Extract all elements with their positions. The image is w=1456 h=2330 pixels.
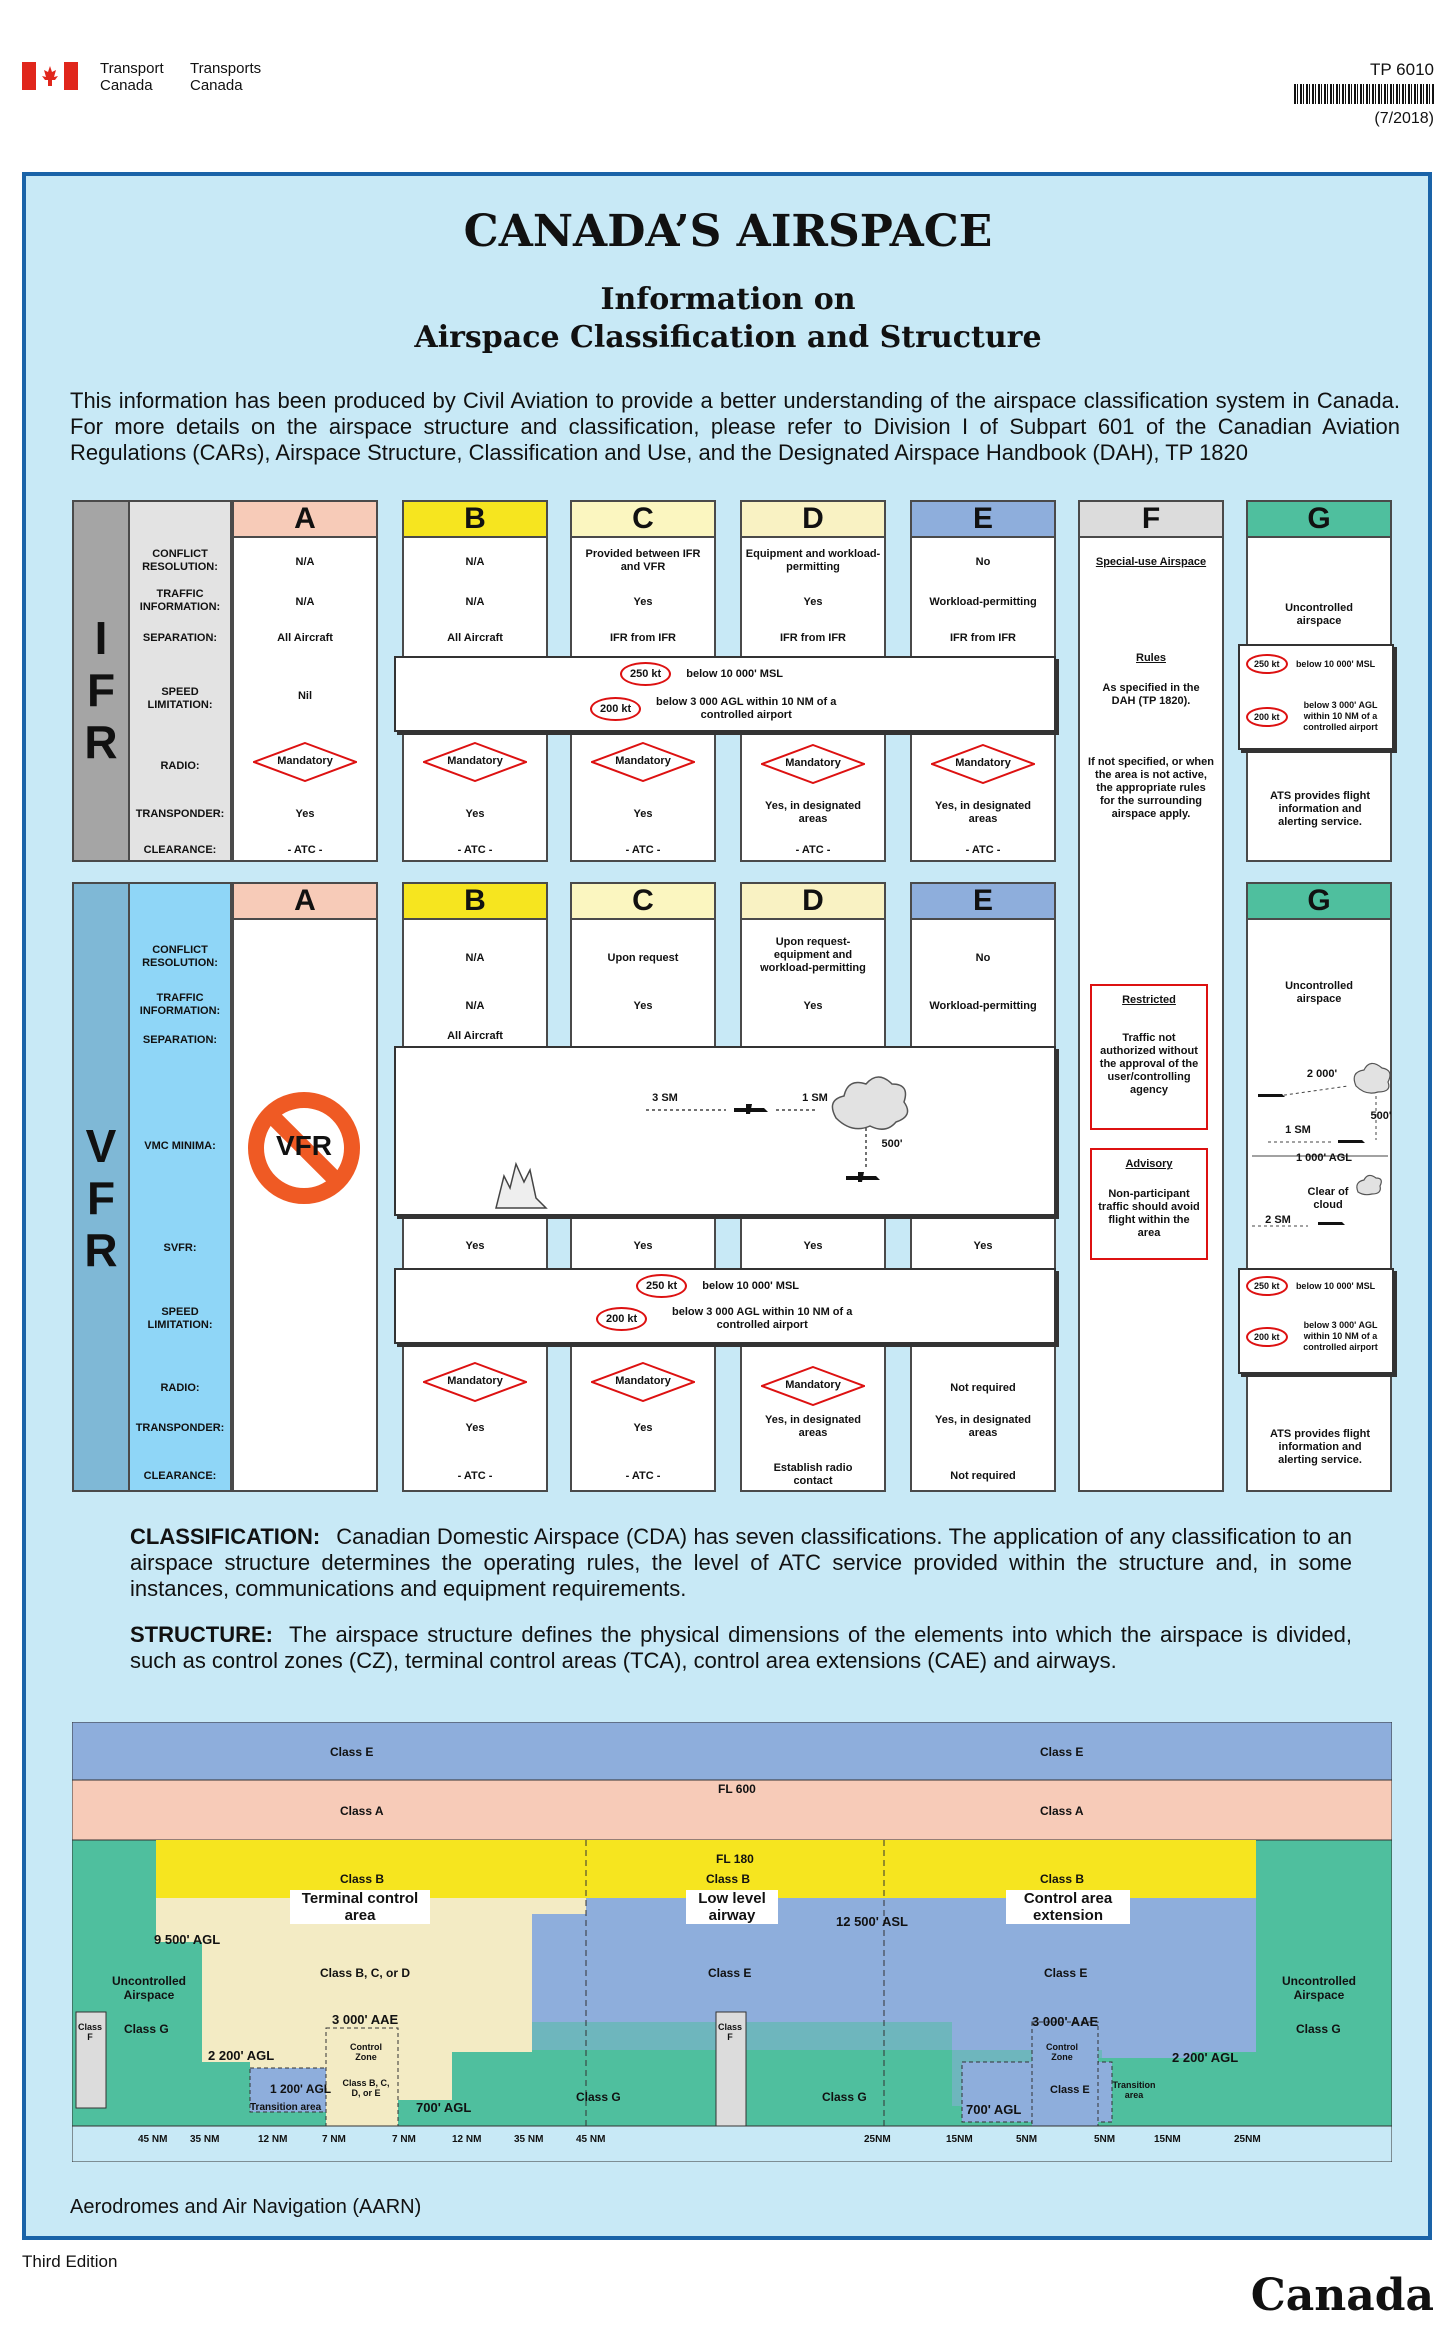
ifr-d-transponder: Yes, in designated areas: [765, 800, 861, 825]
vfr-d-traffic: Yes: [803, 1000, 823, 1012]
diagram-transition-right: Transition area: [1112, 2080, 1156, 2100]
vfr-g-clear: Clear of cloud: [1307, 1186, 1349, 1211]
ifr-b-conflict: N/A: [465, 556, 485, 568]
diagram-aae-left: 3 000' AAE: [332, 2012, 399, 2027]
ifr-label-separation: SEPARATION:: [142, 632, 218, 644]
restricted-box: Restricted Traffic not authorized without the approval of the user/controlling agency: [1090, 984, 1208, 1130]
vfr-speed-200-row: 200 kt below 3 000 AGL within 10 NM of a controlled airport: [596, 1306, 867, 1332]
diagram-class-f-2: Class F: [717, 2022, 743, 2042]
ifr-e-transponder: Yes, in designated areas: [935, 800, 1031, 825]
ifr-f-note: If not specified, or when the area is not active, the appropriate rules for the surrounding airspace apply.: [1088, 756, 1214, 820]
page-title: CANADA’S AIRSPACE: [463, 206, 993, 257]
ifr-a-speed: Nil: [297, 690, 313, 702]
department-name-en: Transport Canada: [100, 60, 164, 94]
vfr-g-1000agl: 1 000' AGL: [1295, 1152, 1352, 1164]
ifr-c-traffic: Yes: [633, 596, 653, 608]
ifr-class-d: D: [740, 500, 886, 538]
aircraft-icon: [1258, 1094, 1285, 1097]
ifr-label-clearance: CLEARANCE:: [143, 844, 217, 856]
canada-flag-icon: [22, 62, 78, 90]
ifr-class-g: G: [1246, 500, 1392, 538]
vfr-d-svfr: Yes: [803, 1240, 823, 1252]
ifr-e-radio: Mandatory: [931, 744, 1035, 784]
vfr-label-separation: SEPARATION:: [142, 1034, 218, 1046]
ifr-label-transponder: TRANSPONDER:: [135, 808, 225, 820]
vfr-class-g: G: [1246, 882, 1392, 920]
doc-date: (7/2018): [1374, 110, 1434, 127]
diagram-class-g-right: Class G: [1296, 2022, 1341, 2036]
ifr-class-f: F: [1078, 500, 1224, 538]
ifr-g-250-badge: 250 kt: [1246, 654, 1288, 674]
ifr-g-ats: ATS provides flight information and alerting service.: [1269, 790, 1371, 828]
ifr-d-clearance: - ATC -: [795, 844, 831, 856]
diagram-class-e-mid2: Class E: [1044, 1966, 1088, 1980]
diagram-2200-agl-right: 2 200' AGL: [1172, 2050, 1239, 2065]
diagram-terminal-label: Terminal control area: [290, 1890, 430, 1924]
ifr-class-e: E: [910, 500, 1056, 538]
vfr-c-traffic: Yes: [633, 1000, 653, 1012]
diagram-2200-agl-left: 2 200' AGL: [208, 2048, 275, 2063]
vfr-label-radio: RADIO:: [160, 1382, 200, 1394]
ifr-c-radio: Mandatory: [591, 742, 695, 782]
doc-number: TP 6010: [1370, 60, 1434, 79]
vfr-letter-f: F: [86, 1172, 116, 1224]
diagram-class-g-bottom-1: Class G: [576, 2090, 621, 2104]
diagram-uncontrolled-right: Uncontrolled Airspace: [1282, 1974, 1356, 2002]
ifr-label-speed: SPEED LIMITATION:: [147, 686, 213, 711]
diagram-class-b-1: Class B: [340, 1872, 385, 1886]
ifr-class-a: A: [232, 500, 378, 538]
vfr-e-conflict: No: [975, 952, 991, 964]
vfr-b-conflict: N/A: [465, 952, 485, 964]
diagram-1200-agl: 1 200' AGL: [270, 2082, 332, 2096]
ifr-class-b: B: [402, 500, 548, 538]
vfr-b-svfr: Yes: [465, 1240, 485, 1252]
vfr-speed-200-badge: 200 kt: [596, 1307, 647, 1331]
classification-paragraph: CLASSIFICATION: Canadian Domestic Airspace (CDA) has seven classifications. The application of any classification to an airspace structure determines the operating rules, the level of ATC service provided within the structure and, in some instances, communications and equipment requirements.: [130, 1524, 1352, 1601]
vfr-speed-250-badge: 250 kt: [636, 1274, 687, 1298]
ifr-b-transponder: Yes: [465, 808, 485, 820]
vmc-500: 500': [881, 1138, 903, 1150]
vfr-label-clearance: CLEARANCE:: [143, 1470, 217, 1482]
ifr-speed-200-badge: 200 kt: [590, 697, 641, 721]
ifr-d-conflict: Equipment and workload-permitting: [745, 548, 881, 573]
vfr-d-clearance: Establish radio contact: [773, 1462, 853, 1487]
diagram-class-f-1: Class F: [77, 2022, 103, 2042]
advisory-box: Advisory Non-participant traffic should avoid flight within the area: [1090, 1148, 1208, 1260]
diagram-12500-asl: 12 500' ASL: [836, 1914, 908, 1929]
barcode: [1294, 84, 1434, 104]
ifr-a-radio: Mandatory: [253, 742, 357, 782]
ifr-a-traffic: N/A: [295, 596, 315, 608]
vfr-g-2000: 2 000': [1306, 1068, 1338, 1080]
ifr-b-clearance: - ATC -: [457, 844, 493, 856]
diagram-low-level-label: Low level airway: [686, 1890, 778, 1924]
diagram-transition-left: Transition area: [250, 2102, 322, 2113]
vfr-g-1sm: 1 SM: [1285, 1124, 1311, 1136]
vmc-1sm: 1 SM: [802, 1092, 828, 1104]
ifr-b-traffic: N/A: [465, 596, 485, 608]
subtitle-line-1: Information on: [600, 282, 856, 317]
ifr-a-conflict: N/A: [295, 556, 315, 568]
diagram-class-b-2: Class B: [706, 1872, 751, 1886]
diagram-aae-right: 3 000' AAE: [1032, 2014, 1099, 2029]
ifr-g-200-badge: 200 kt: [1246, 707, 1288, 727]
vfr-d-radio: Mandatory: [761, 1366, 865, 1406]
vfr-letter-v: V: [85, 1120, 117, 1172]
vfr-g-ats: ATS provides flight information and alerting service.: [1269, 1428, 1371, 1466]
vfr-e-transponder: Yes, in designated areas: [935, 1414, 1031, 1439]
vfr-class-b: B: [402, 882, 548, 920]
ifr-b-radio: Mandatory: [423, 742, 527, 782]
diagram-control-zone-1: Control Zone: [350, 2042, 382, 2062]
vfr-g-250-badge: 250 kt: [1246, 1276, 1288, 1296]
vfr-g-uncontrolled: Uncontrolled airspace: [1285, 980, 1353, 1005]
intro-paragraph: This information has been produced by Civil Aviation to provide a better understanding of the airspace classification system in Canada. For more details on the airspace structure and classification, please refer to Division I of Subpart 601 of the Canadian Aviation Regulations (CARs), Airspace Structure, Classification and Use, and the Designated Airspace Handbook (DAH), TP 1820: [70, 388, 1400, 465]
ifr-label-traffic: TRAFFIC INFORMATION:: [139, 588, 221, 613]
vfr-label-column: [130, 882, 232, 1492]
classification-heading: CLASSIFICATION:: [130, 1524, 321, 1549]
ifr-c-conflict: Provided between IFR and VFR: [585, 548, 701, 573]
no-vfr-label: VFR: [276, 1130, 332, 1161]
ifr-label-radio: RADIO:: [160, 760, 200, 772]
structure-heading: STRUCTURE:: [130, 1622, 273, 1647]
ifr-g-200-row: 200 kt below 3 000' AGL within 10 NM of a controlled airport: [1246, 700, 1386, 733]
ifr-c-separation: IFR from IFR: [610, 632, 676, 644]
vfr-g-250-row: 250 kt below 10 000' MSL: [1246, 1276, 1376, 1296]
vfr-e-svfr: Yes: [973, 1240, 993, 1252]
ifr-f-rules-title: Rules: [1136, 652, 1166, 664]
ifr-e-separation: IFR from IFR: [950, 632, 1016, 644]
vfr-label-traffic: TRAFFIC INFORMATION:: [139, 992, 221, 1017]
diagram-class-b-3: Class B: [1040, 1872, 1085, 1886]
vfr-d-transponder: Yes, in designated areas: [765, 1414, 861, 1439]
edition-label: Third Edition: [22, 2252, 118, 2271]
ifr-speed-200-row: 200 kt below 3 000 AGL within 10 NM of a controlled airport: [590, 696, 841, 722]
vfr-label-vmc: VMC MINIMA:: [144, 1140, 216, 1152]
vfr-b-clearance: - ATC -: [457, 1470, 493, 1482]
vfr-e-clearance: Not required: [950, 1470, 1016, 1482]
diagram-class-e-right: Class E: [1040, 1745, 1084, 1759]
ifr-letter-i: I: [94, 612, 108, 664]
ifr-e-conflict: No: [975, 556, 991, 568]
subtitle-line-2: Airspace Classification and Structure: [414, 320, 1042, 355]
ifr-a-clearance: - ATC -: [287, 844, 323, 856]
ifr-b-separation: All Aircraft: [447, 632, 503, 644]
diagram-class-g-bottom-2: Class G: [822, 2090, 867, 2104]
diagram-uncontrolled-left: Uncontrolled Airspace: [112, 1974, 186, 2002]
vfr-g-500: 500': [1370, 1110, 1392, 1122]
aircraft-icon: [846, 1172, 880, 1182]
ifr-label-conflict: CONFLICT RESOLUTION:: [142, 548, 218, 573]
ifr-e-traffic: Workload-permitting: [929, 596, 1037, 608]
department-name-fr: Transports Canada: [190, 60, 262, 94]
diagram-fl600: FL 600: [718, 1782, 756, 1796]
vfr-g-2sm: 2 SM: [1265, 1214, 1291, 1226]
diagram-class-a-left: Class A: [340, 1804, 384, 1818]
diagram-control-ext-label: Control area extension: [1006, 1890, 1130, 1924]
diagram-class-bcd: Class B, C, or D: [320, 1966, 411, 1980]
ifr-f-title: Special-use Airspace: [1095, 556, 1207, 568]
ifr-speed-250-badge: 250 kt: [620, 662, 671, 686]
vfr-label-svfr: SVFR:: [163, 1242, 197, 1254]
ifr-d-traffic: Yes: [803, 596, 823, 608]
vfr-g-200-row: 200 kt below 3 000' AGL within 10 NM of a controlled airport: [1246, 1320, 1386, 1353]
diagram-cz-class: Class B, C, D, or E: [342, 2078, 390, 2098]
vfr-label-speed: SPEED LIMITATION:: [147, 1306, 213, 1331]
vfr-e-radio: Not required: [950, 1382, 1016, 1394]
diagram-700-agl-right: 700' AGL: [966, 2102, 1022, 2117]
vfr-label-conflict: CONFLICT RESOLUTION:: [142, 944, 218, 969]
ifr-e-clearance: - ATC -: [965, 844, 1001, 856]
ifr-g-uncontrolled: Uncontrolled airspace: [1285, 602, 1353, 627]
aircraft-icon: [734, 1104, 768, 1114]
vfr-class-a: A: [232, 882, 378, 920]
diagram-700-agl-left: 700' AGL: [416, 2100, 472, 2115]
vmc-diagram: [396, 1048, 1054, 1214]
diagram-class-e-cz: Class E: [1050, 2084, 1090, 2096]
vfr-class-e: E: [910, 882, 1056, 920]
ifr-d-radio: Mandatory: [761, 744, 865, 784]
vfr-c-svfr: Yes: [633, 1240, 653, 1252]
ifr-a-separation: All Aircraft: [277, 632, 333, 644]
diagram-class-e-left: Class E: [330, 1745, 374, 1759]
ifr-g-250-row: 250 kt below 10 000' MSL: [1246, 654, 1376, 674]
ifr-d-separation: IFR from IFR: [780, 632, 846, 644]
aircraft-icon: [1338, 1140, 1365, 1143]
vfr-g-200-badge: 200 kt: [1246, 1327, 1288, 1347]
ifr-class-c: C: [570, 500, 716, 538]
vfr-class-d: D: [740, 882, 886, 920]
diagram-class-e-mid: Class E: [708, 1966, 752, 1980]
vfr-c-radio: Mandatory: [591, 1362, 695, 1402]
aircraft-icon: [1318, 1222, 1345, 1225]
vfr-e-traffic: Workload-permitting: [929, 1000, 1037, 1012]
footer-org: Aerodromes and Air Navigation (AARN): [70, 2196, 422, 2218]
vfr-c-clearance: - ATC -: [625, 1470, 661, 1482]
vfr-class-c: C: [570, 882, 716, 920]
ifr-c-clearance: - ATC -: [625, 844, 661, 856]
diagram-9500-agl: 9 500' AGL: [154, 1932, 221, 1947]
canada-wordmark: Canada: [1250, 2270, 1434, 2321]
vfr-c-conflict: Upon request: [607, 952, 679, 964]
vfr-letter-r: R: [84, 1224, 118, 1276]
ifr-a-transponder: Yes: [295, 808, 315, 820]
vfr-c-transponder: Yes: [633, 1422, 653, 1434]
vfr-b-radio: Mandatory: [423, 1362, 527, 1402]
vfr-b-transponder: Yes: [465, 1422, 485, 1434]
vfr-b-traffic: N/A: [465, 1000, 485, 1012]
vfr-label-transponder: TRANSPONDER:: [135, 1422, 225, 1434]
structure-paragraph: STRUCTURE: The airspace structure defines the physical dimensions of the elements into which the airspace is divided, such as control zones (CZ), terminal control areas (TCA), control area extensions (CAE) and airways.: [130, 1622, 1352, 1673]
ifr-speed-250-row: 250 kt below 10 000' MSL: [620, 662, 783, 686]
diagram-fl180: FL 180: [716, 1852, 754, 1866]
vfr-b-separation: All Aircraft: [447, 1030, 503, 1042]
diagram-control-zone-2: Control Zone: [1046, 2042, 1078, 2062]
diagram-class-a-right: Class A: [1040, 1804, 1084, 1818]
vmc-3sm: 3 SM: [652, 1092, 678, 1104]
diagram-distance-axis: 45 NM 35 NM 12 NM 7 NM 7 NM 12 NM 35 NM 45 NM 25NM 15NM 5NM 5NM 15NM 25NM: [138, 2134, 1261, 2145]
vfr-speed-250-row: 250 kt below 10 000' MSL: [636, 1274, 799, 1298]
diagram-class-g-left: Class G: [124, 2022, 169, 2036]
ifr-f-rules: As specified in the DAH (TP 1820).: [1102, 682, 1200, 707]
ifr-letter-f: F: [86, 664, 116, 716]
ifr-letter-r: R: [84, 716, 118, 768]
vfr-d-conflict: Upon request- equipment and workload-permitting: [760, 936, 866, 974]
ifr-c-transponder: Yes: [633, 808, 653, 820]
